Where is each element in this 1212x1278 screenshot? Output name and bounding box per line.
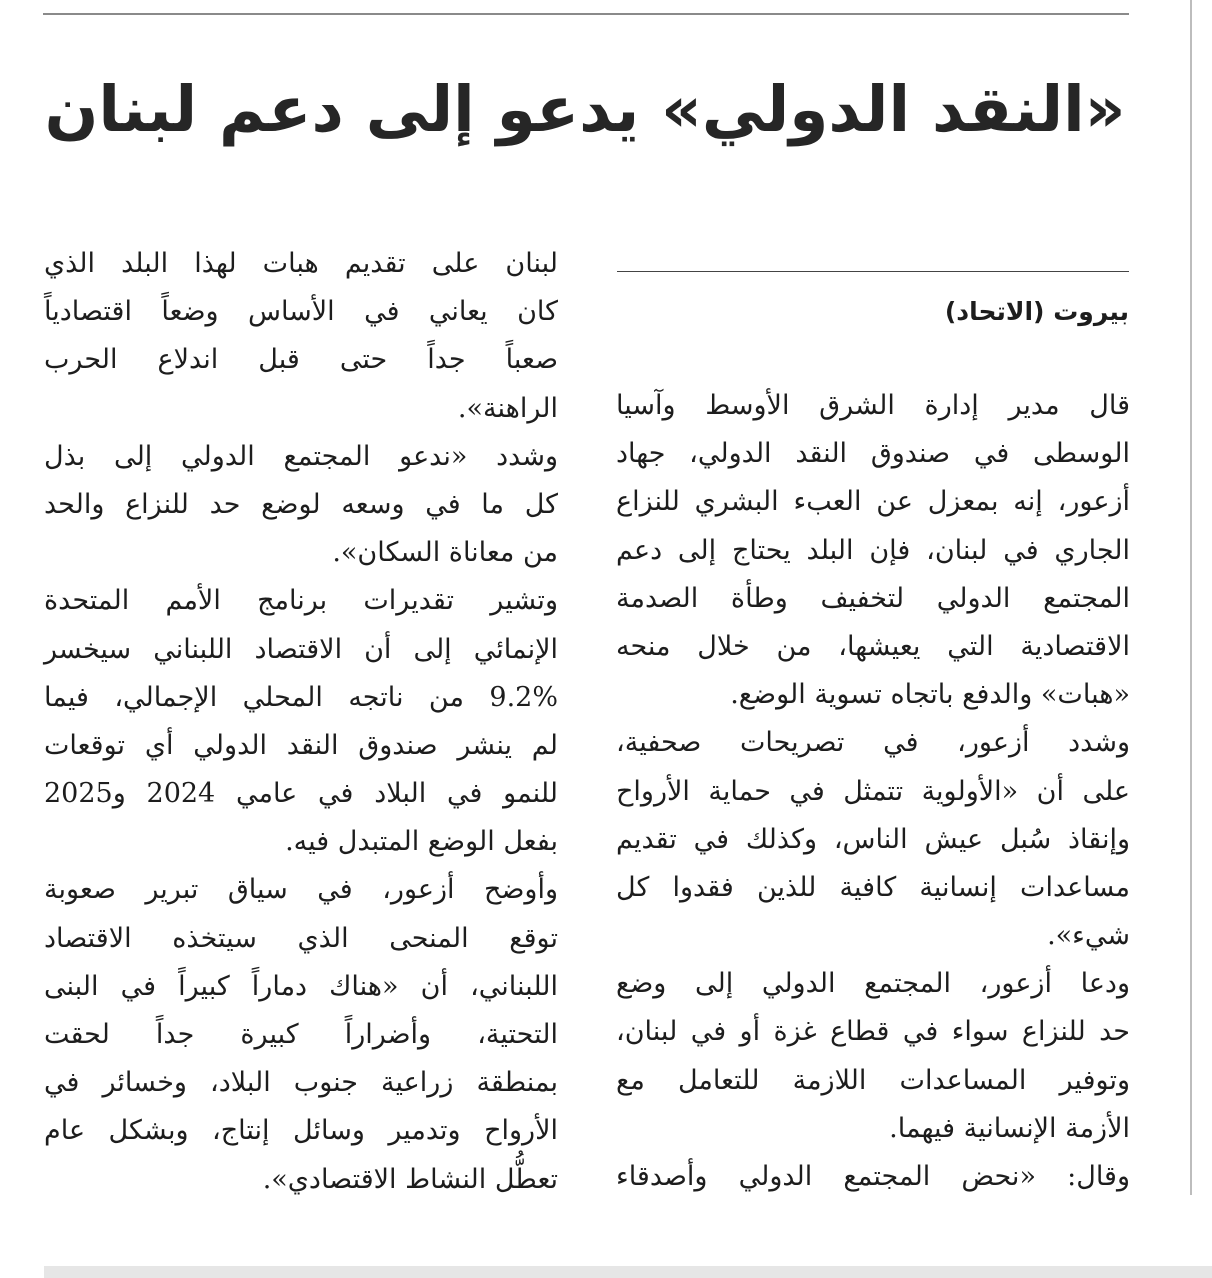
- paragraph-line: الاقتصادية التي يعيشها، من خلال منحه: [616, 630, 1130, 662]
- paragraph-line: ودعا أزعور، المجتمع الدولي إلى وضع: [616, 968, 1130, 1000]
- paragraph-line: بفعل الوضع المتبدل فيه.: [285, 826, 558, 858]
- paragraph-line: وقال: «نحض المجتمع الدولي وأصدقاء: [616, 1161, 1130, 1192]
- left-column: [44, 240, 558, 1204]
- paragraph-line: الأرواح وتدمير وسائل إنتاج، وبشكل عام: [44, 1115, 558, 1147]
- paragraph-line: اللبناني، أن «هناك دماراً كبيراً في البنى: [44, 970, 558, 1002]
- paragraph-line: الجاري في لبنان، فإن البلد يحتاج إلى دعم: [616, 534, 1130, 566]
- paragraph-line: الإنمائي إلى أن الاقتصاد اللبناني سيخسر: [44, 633, 558, 665]
- paragraph-line: توقع المنحى الذي سيتخذه الاقتصاد: [44, 922, 558, 954]
- paragraph-line: وشدد أزعور، في تصريحات صحفية،: [616, 727, 1130, 759]
- paragraph-line: وتوفير المساعدات اللازمة للتعامل مع: [616, 1064, 1130, 1096]
- paragraph-line: الوسطى في صندوق النقد الدولي، جهاد: [616, 438, 1130, 470]
- byline: بيروت (الاتحاد): [944, 297, 1129, 326]
- paragraph-line: مساعدات إنسانية كافية للذين فقدوا كل: [616, 871, 1130, 903]
- paragraph-line: من معاناة السكان».: [332, 537, 558, 569]
- paragraph-line: كان يعاني في الأساس وضعاً اقتصادياً: [44, 296, 558, 328]
- paragraph-line: وشدد «ندعو المجتمع الدولي إلى بذل: [44, 440, 558, 472]
- bottom-bar: [44, 1266, 1212, 1278]
- paragraph-line: كل ما في وسعه لوضع حد للنزاع والحد: [44, 488, 558, 520]
- paragraph-line: صعباً جداً حتى قبل اندلاع الحرب: [44, 344, 558, 376]
- paragraph-line: التحتية، وأضراراً كبيرة جداً لحقت: [44, 1019, 558, 1050]
- paragraph-line: المجتمع الدولي لتخفيف وطأة الصدمة: [616, 582, 1130, 614]
- paragraph-line: أزعور، إنه بمعزل عن العبء البشري للنزاع: [616, 486, 1130, 518]
- paragraph-line: حد للنزاع سواء في قطاع غزة أو في لبنان،: [616, 1016, 1130, 1048]
- paragraph-line: 9.2% من ناتجه المحلي الإجمالي، فيما: [44, 681, 558, 713]
- paragraph-line: الراهنة».: [457, 392, 558, 424]
- right-column: [616, 382, 1130, 1201]
- paragraph-line: بمنطقة زراعية جنوب البلاد، وخسائر في: [44, 1067, 558, 1099]
- paragraph-line: «هبات» والدفع باتجاه تسوية الوضع.: [730, 679, 1130, 711]
- paragraph-line: على أن «الأولوية تتمثل في حماية الأرواح: [616, 775, 1130, 807]
- paragraph-line: قال مدير إدارة الشرق الأوسط وآسيا: [616, 390, 1130, 421]
- paragraph-line: وأوضح أزعور، في سياق تبرير صعوبة: [44, 874, 558, 906]
- paragraph-line: شيء».: [1047, 920, 1130, 952]
- paragraph-line: لبنان على تقديم هبات لهذا البلد الذي: [44, 248, 558, 279]
- headline: «النقد الدولي» يدعو إلى دعم لبنان: [44, 73, 1126, 146]
- byline-rule: [617, 271, 1129, 272]
- paragraph-line: لم ينشر صندوق النقد الدولي أي توقعات: [44, 729, 558, 761]
- paragraph-line: للنمو في البلاد في عامي 2024 و2025: [44, 778, 558, 810]
- column-divider: [1190, 0, 1192, 1195]
- paragraph-line: وإنقاذ سُبل عيش الناس، وكذلك في تقديم: [616, 823, 1130, 855]
- paragraph-line: تعطُّل النشاط الاقتصادي».: [262, 1163, 558, 1195]
- paragraph-line: الأزمة الإنسانية فيهما.: [889, 1112, 1130, 1144]
- paragraph-line: وتشير تقديرات برنامج الأمم المتحدة: [44, 585, 558, 617]
- top-rule: [43, 13, 1129, 15]
